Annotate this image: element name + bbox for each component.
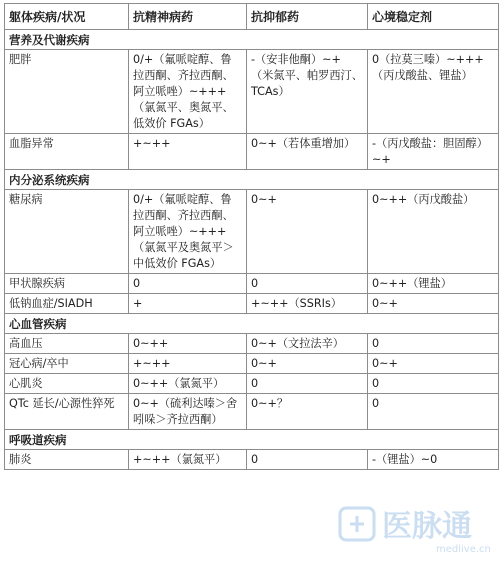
effect-cell: 0~+ (368, 354, 499, 374)
condition-cell: 甲状腺疾病 (5, 274, 129, 294)
effect-cell: 0 (247, 274, 368, 294)
section-title: 呼吸道疾病 (5, 430, 499, 450)
table-row (5, 334, 499, 354)
effect-cell: 0~+（文拉法辛） (247, 334, 368, 354)
effect-cell: +~++（氯氮平） (129, 450, 247, 470)
condition-cell: 低钠血症/SIADH (5, 294, 129, 314)
comparison-table (4, 3, 499, 470)
effect-cell: 0~++（丙戊酸盐） (368, 190, 499, 274)
effect-cell: 0/+（氟哌啶醇、鲁拉西酮、齐拉西酮、阿立哌唑）~+++（氯氮平、奥氮平、低效价 FGAs） (129, 50, 247, 134)
header-cell: 心境稳定剂 (368, 4, 499, 30)
effect-cell: 0 (129, 274, 247, 294)
watermark-url: medlive.cn (436, 544, 491, 555)
table-row (5, 294, 499, 314)
header-cell: 抗精神病药 (129, 4, 247, 30)
effect-cell: 0~+？ (247, 394, 368, 430)
section-row (5, 430, 499, 450)
effect-cell: 0~++（锂盐） (368, 274, 499, 294)
section-row (5, 314, 499, 334)
effect-cell: -（锂盐）~0 (368, 450, 499, 470)
effect-cell: 0~+（硫利达嗪＞舍吲哚＞齐拉西酮） (129, 394, 247, 430)
condition-cell: 冠心病/卒中 (5, 354, 129, 374)
table-row (5, 374, 499, 394)
section-row (5, 170, 499, 190)
effect-cell: 0~+（若体重增加） (247, 134, 368, 170)
effect-cell: +~++ (129, 134, 247, 170)
condition-cell: QTc 延长/心源性猝死 (5, 394, 129, 430)
condition-cell: 肺炎 (5, 450, 129, 470)
condition-cell: 糖尿病 (5, 190, 129, 274)
table-row (5, 50, 499, 134)
effect-cell: -（丙戊酸盐：胆固醇）~+ (368, 134, 499, 170)
effect-cell: 0~+ (368, 294, 499, 314)
condition-cell: 心肌炎 (5, 374, 129, 394)
effect-cell: 0/+（氟哌啶醇、鲁拉西酮、齐拉西酮、阿立哌唑）~+++（氯氮平及奥氮平＞中低效价 FGAs） (129, 190, 247, 274)
header-cell: 抗抑郁药 (247, 4, 368, 30)
effect-cell: 0 (368, 334, 499, 354)
section-row (5, 30, 499, 50)
header-row (5, 4, 499, 30)
watermark-logo (336, 494, 500, 556)
table-row (5, 450, 499, 470)
section-title: 营养及代谢疾病 (5, 30, 499, 50)
effect-cell: 0~+ (247, 190, 368, 274)
effect-cell: 0~++ (129, 334, 247, 354)
watermark-logo-icon (340, 508, 374, 540)
effect-cell: 0~++（氯氮平） (129, 374, 247, 394)
condition-cell: 血脂异常 (5, 134, 129, 170)
effect-cell: 0（拉莫三嗪）~+++（丙戊酸盐、锂盐） (368, 50, 499, 134)
table-row (5, 190, 499, 274)
effect-cell: + (129, 294, 247, 314)
effect-cell: 0 (247, 374, 368, 394)
effect-cell: 0 (247, 450, 368, 470)
effect-cell: -（安非他酮）~+（米氮平、帕罗西汀、TCAs） (247, 50, 368, 134)
section-title: 内分泌系统疾病 (5, 170, 499, 190)
table-row (5, 134, 499, 170)
table-row (5, 394, 499, 430)
effect-cell: 0~+ (247, 354, 368, 374)
header-cell: 躯体疾病/状况 (5, 4, 129, 30)
condition-cell: 高血压 (5, 334, 129, 354)
watermark-text: 医脉通 (382, 509, 472, 544)
effect-cell: +~++（SSRIs） (247, 294, 368, 314)
effect-cell: +~++ (129, 354, 247, 374)
effect-cell: 0 (368, 374, 499, 394)
condition-cell: 肥胖 (5, 50, 129, 134)
section-title: 心血管疾病 (5, 314, 499, 334)
table-row (5, 354, 499, 374)
table-row (5, 274, 499, 294)
effect-cell: 0 (368, 394, 499, 430)
